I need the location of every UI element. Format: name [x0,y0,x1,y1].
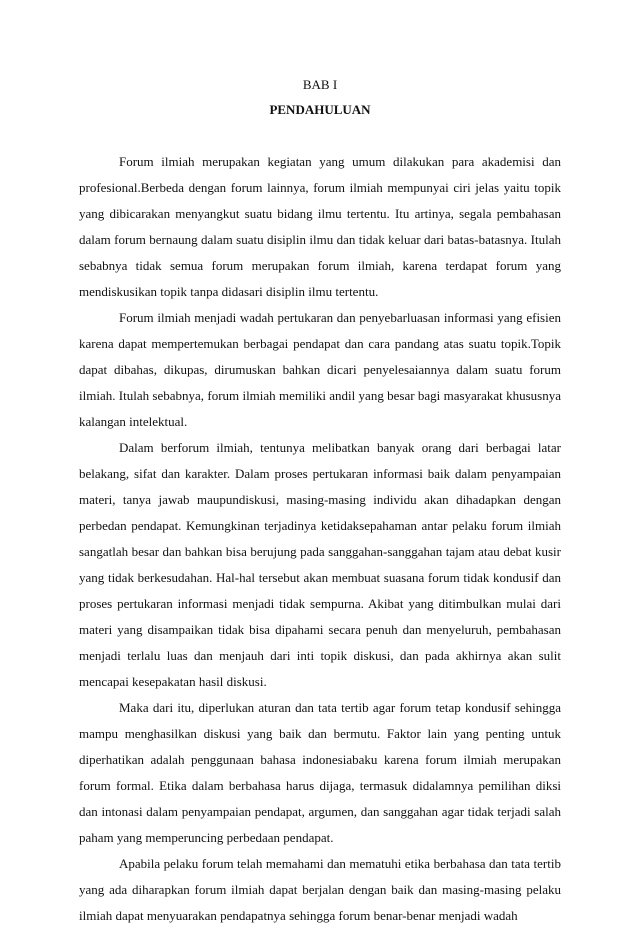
paragraph: Forum ilmiah menjadi wadah pertukaran dan penyebarluasan informasi yang efisien karena dapat mempertemukan berbagai pendapat dan cara pandang atas suatu topik.Topik dapat dibahas, dikupas, dirumuskan bahkan dicari penyelesaiannya dalam suatu forum ilmiah. Itulah sebabnya, forum ilmiah memiliki andil yang besar bagi masyarakat khususnya kalangan intelektual. [79,310,561,429]
paragraph: Maka dari itu, diperlukan aturan dan tata tertib agar forum tetap kondusif sehingga mampu menghasilkan diskusi yang baik dan bermutu. Faktor lain yang penting untuk diperhatikan adalah penggunaan bahasa indonesiabaku karena forum ilmiah merupakan forum formal. Etika dalam berbahasa harus dijaga, termasuk didalamnya pemilihan diksi dan intonasi dalam penyampaian pendapat, argumen, dan sanggahan agar tidak terjadi salah paham yang memperuncing perbedaan pendapat. [79,700,561,845]
chapter-number: BAB I [302,77,338,92]
paragraph: Forum ilmiah merupakan kegiatan yang umum dilakukan para akademisi dan profesional.Berbeda dengan forum lainnya, forum ilmiah mempunyai ciri jelas yaitu topik yang dibicarakan menyangkut suatu bidang ilmu tertentu. Itu artinya, segala pembahasan dalam forum bernaung dalam suatu disiplin ilmu dan tidak keluar dari batas-batasnya. Itulah sebabnya tidak semua forum merupakan forum ilmiah, karena terdapat forum yang mendiskusikan topik tanpa didasari disiplin ilmu tertentu. [79,154,561,299]
chapter-title: PENDAHULUAN [269,102,371,117]
paragraph: Apabila pelaku forum telah memahami dan mematuhi etika berbahasa dan tata tertib yang ada diharapkan forum ilmiah dapat berjalan dengan baik dan masing-masing pelaku ilmiah dapat menyuarakan pendapatnya sehingga forum benar-benar menjadi wadah [79,856,561,923]
paragraph: Dalam berforum ilmiah, tentunya melibatkan banyak orang dari berbagai latar belakang, sifat dan karakter. Dalam proses pertukaran informasi baik dalam penyampaian materi, tanya jawab maupundiskusi, masing-masing individu akan dihadapkan dengan perbedan pendapat. Kemungkinan terjadinya ketidaksepahaman antar pelaku forum ilmiah sangatlah besar dan bahkan bisa berujung pada sanggahan-sanggahan tajam atau debat kusir yang tidak berkesudahan. Hal-hal tersebut akan membuat suasana forum tidak kondusif dan proses pertukaran informasi menjadi tidak sempurna. Akibat yang ditimbulkan mulai dari materi yang disampaikan tidak bisa dipahami secara penuh dan menyeluruh, pembahasan menjadi terlalu luas dan menjauh dari inti topik diskusi, dan pada akhirnya akan sulit mencapai kesepakatan hasil diskusi. [79,440,561,689]
document-body [79,149,561,929]
